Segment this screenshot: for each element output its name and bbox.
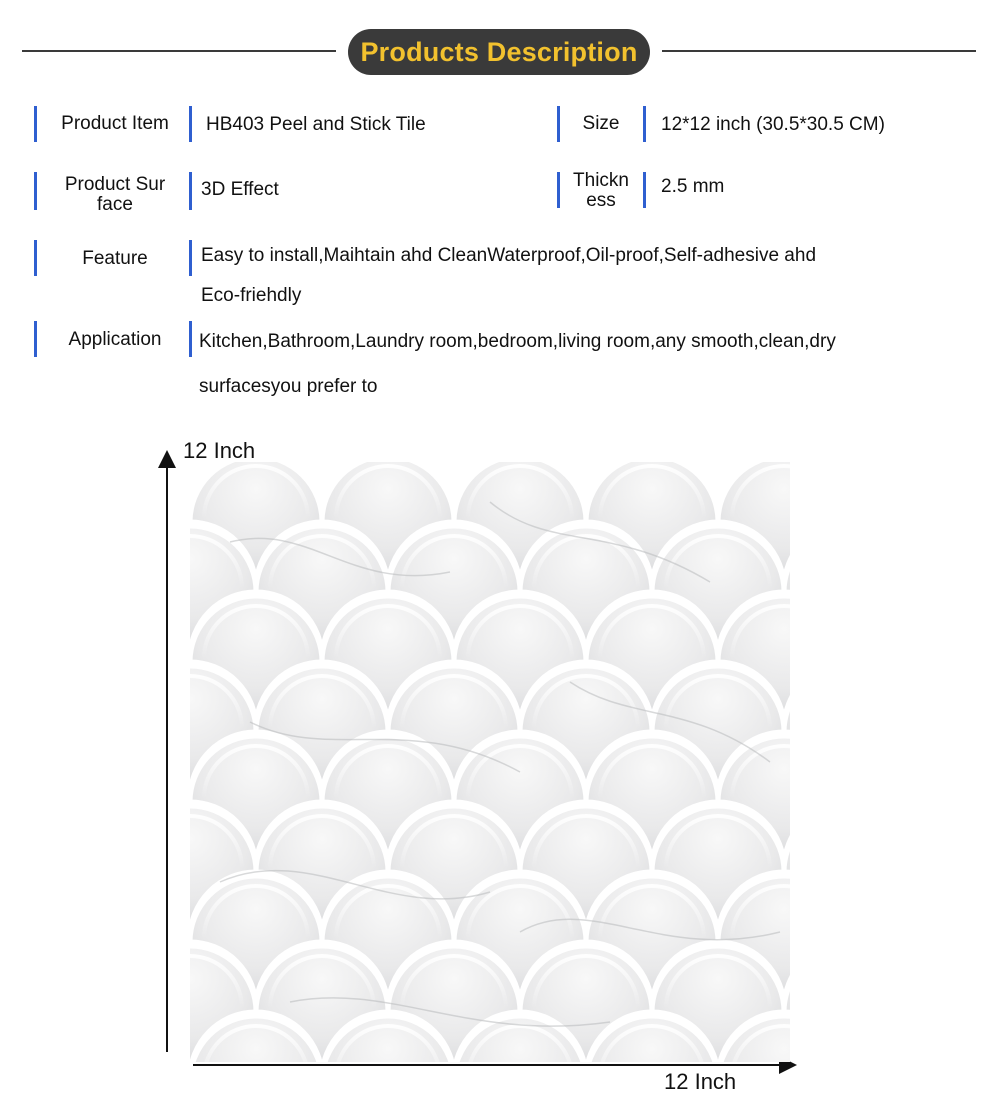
product-surface-label [40, 175, 190, 215]
product-item-label: Product Item [61, 113, 169, 134]
label-accent-bar [557, 106, 560, 142]
label-accent-bar [34, 172, 37, 210]
size-value: 12*12 inch (30.5*30.5 CM) [661, 114, 885, 135]
fish-scale-tile-image [190, 462, 790, 1062]
up-arrow-head [158, 450, 176, 468]
vertical-dimension-arrow [152, 440, 182, 1060]
thickness-label [566, 171, 636, 211]
value-accent-bar [189, 321, 192, 357]
header-rule-right [662, 50, 976, 52]
value-accent-bar [189, 172, 192, 210]
feature-value-line1: Easy to install,Maihtain ahd CleanWaterproof,Oil-proof,Self-adhesive ahd [201, 245, 817, 266]
width-dimension-label: 12 Inch [664, 1069, 737, 1094]
product-surface-label-line1: Product Sur [64, 174, 166, 195]
section-title: Products Description [348, 29, 650, 75]
feature-value-line2: Eco-friehdly [201, 285, 302, 306]
header-rule-left [22, 50, 336, 52]
product-surface-label-line2: face [97, 194, 133, 215]
product-item-value: HB403 Peel and Stick Tile [206, 114, 426, 135]
product-surface-value: 3D Effect [201, 179, 279, 200]
application-value [199, 319, 836, 409]
application-value-line1: Kitchen,Bathroom,Laundry room,bedroom,living room,any smooth,clean,dry [199, 331, 836, 352]
value-accent-bar [643, 172, 646, 208]
value-accent-bar [189, 106, 192, 142]
feature-value [201, 236, 816, 316]
value-accent-bar [189, 240, 192, 276]
thickness-label-line2: ess [586, 190, 616, 211]
label-accent-bar [34, 240, 37, 276]
thickness-value: 2.5 mm [661, 176, 725, 197]
application-label: Application [68, 329, 162, 350]
feature-label: Feature [82, 248, 148, 269]
label-accent-bar [557, 172, 560, 208]
thickness-label-line1: Thickn [573, 170, 629, 191]
label-accent-bar [34, 321, 37, 357]
value-accent-bar [643, 106, 646, 142]
size-label: Size [582, 113, 620, 134]
label-accent-bar [34, 106, 37, 142]
application-value-line2: surfacesyou prefer to [199, 376, 378, 397]
height-dimension-label: 12 Inch [183, 438, 256, 463]
